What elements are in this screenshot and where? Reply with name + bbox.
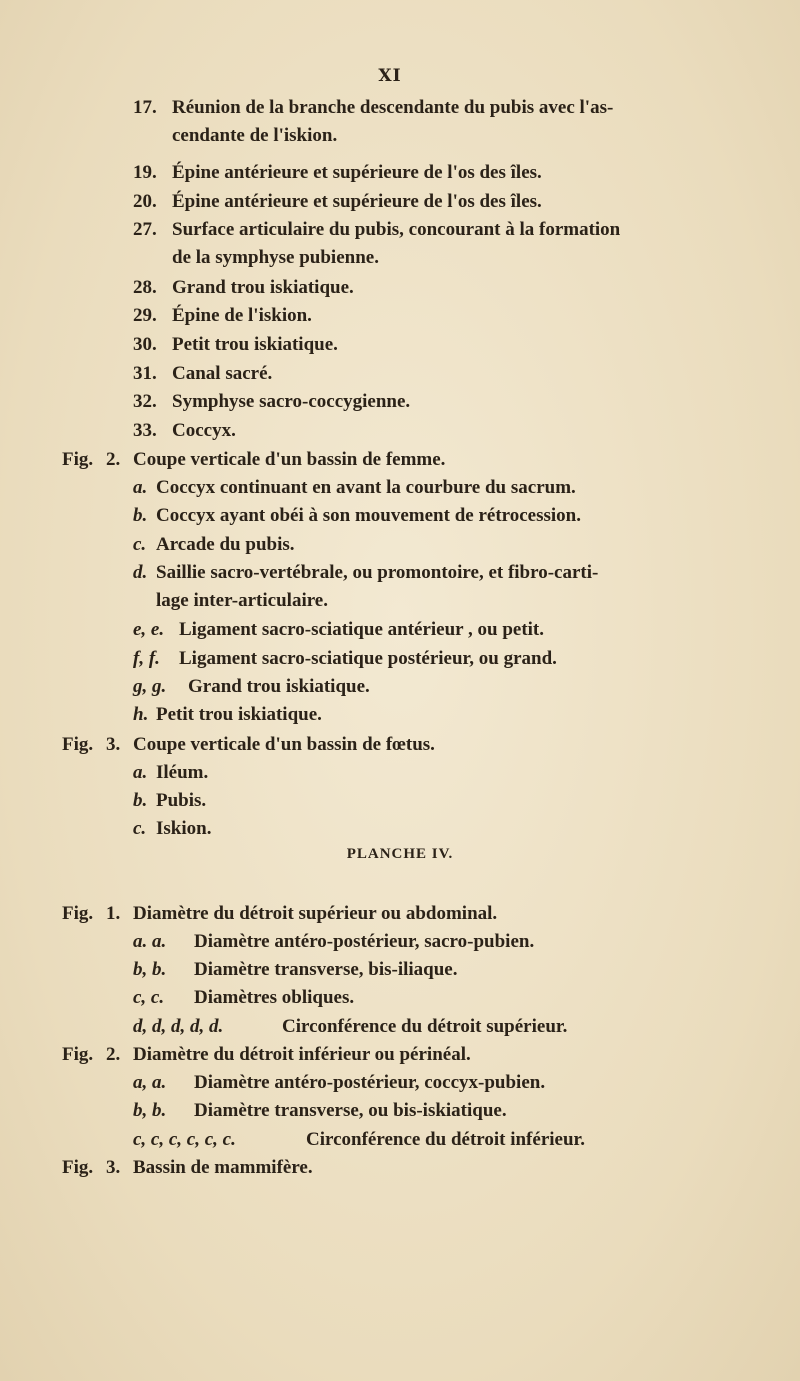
- page-number: XI: [378, 66, 402, 86]
- book-page: XI 17. Réunion de la branche descendante du pubis avec l'as- cendante de l'iskion. 19. Épine antérieure et supérieure de l'os des îles. 20. Épine antérieure et supérieure de l'os des îles. 27. Surface articulaire du pubis, concourant à la formation de la symphyse pubienne. 28. Grand trou iskiatique. 29. Épine de l'iskion. 30. Petit trou iskiatique. 31. Canal sacré. 32. Symphyse sacro-coccygienne. 33. Coccyx. Fig. 2. Coupe verticale d'un bassin de femme. a. Coccyx continuant en avant la courbure du sacrum. b. Coccyx ayant obéi à son mouvement de rétrocession. c. Arcade du pubis. d. Saillie sacro-vertébrale, ou promontoire, et fibro-carti- lage inter-articulaire. e, e. Ligament sacro-sciatique antérieur , ou petit. f, f. Ligament sacro-sciatique postérieur, ou grand. g, g. Grand trou iskiatique. h. Petit trou iskiatique. Fig. 3. Coupe verticale d'un bassin de fœtus. a. Iléum. b. Pubis. c. Iskion. PLANCHE IV. Fig. 1. Diamètre du détroit supérieur ou abdominal. a. a. Diamètre antéro-postérieur, sacro-pubien. b, b. Diamètre transverse, bis-iliaque. c, c. Diamètres obliques. d, d, d, d, d. Circonférence du détroit supérieur. Fig. 2. Diamètre du détroit inférieur ou périnéal. a, a. Diamètre antéro-postérieur, coccyx-pubien. b, b. Diamètre transverse, ou bis-iskiatique. c, c, c, c, c, c. Circonférence du détroit inférieur. Fig. 3. Bassin de mammifère.: [62, 66, 621, 1178]
- plate-heading: PLANCHE IV.: [346, 846, 454, 862]
